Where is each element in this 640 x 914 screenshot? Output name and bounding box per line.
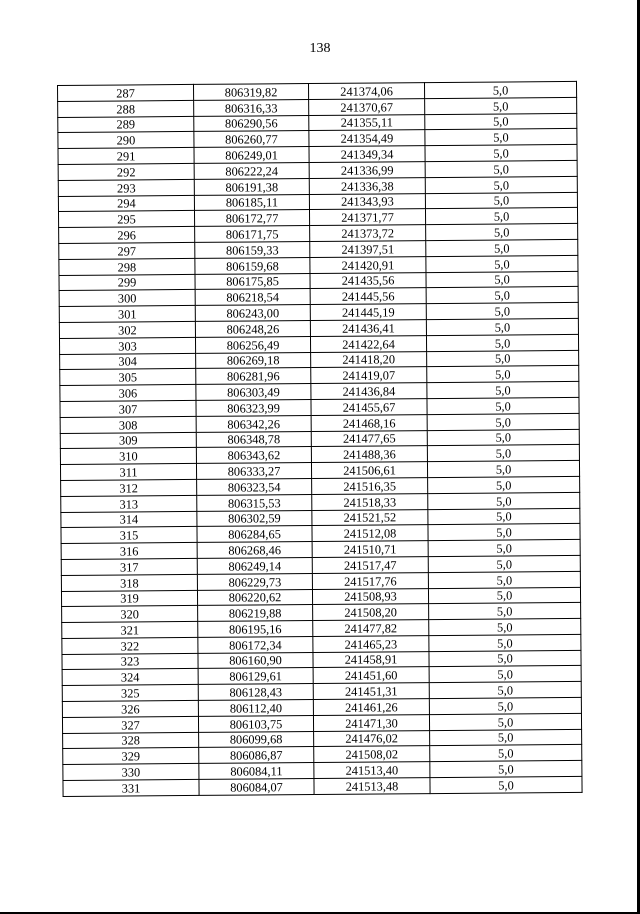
accuracy-cell: 5,0	[429, 666, 581, 683]
x-coordinate-cell: 806086,87	[199, 747, 314, 764]
y-coordinate-cell: 241508,93	[312, 588, 428, 605]
x-coordinate-cell: 806290,56	[194, 115, 309, 132]
coordinates-table	[57, 81, 583, 797]
accuracy-cell: 5,0	[428, 476, 580, 493]
point-number-cell: 315	[61, 527, 197, 544]
y-coordinate-cell: 241445,19	[310, 304, 426, 321]
y-coordinate-cell: 241451,31	[313, 683, 429, 700]
accuracy-cell: 5,0	[429, 618, 581, 635]
y-coordinate-cell: 241336,99	[309, 162, 425, 179]
accuracy-cell: 5,0	[425, 113, 577, 130]
accuracy-cell: 5,0	[426, 334, 578, 351]
accuracy-cell: 5,0	[427, 461, 579, 478]
y-coordinate-cell: 241373,72	[310, 225, 426, 242]
x-coordinate-cell: 806175,85	[195, 273, 310, 290]
y-coordinate-cell: 241512,08	[312, 525, 428, 542]
point-number-cell: 318	[61, 574, 197, 591]
y-coordinate-cell: 241471,30	[313, 714, 429, 731]
y-coordinate-cell: 241465,23	[313, 635, 429, 652]
accuracy-cell: 5,0	[428, 540, 580, 557]
accuracy-cell: 5,0	[429, 697, 581, 714]
x-coordinate-cell: 806249,01	[194, 147, 309, 164]
accuracy-cell: 5,0	[426, 255, 578, 272]
x-coordinate-cell: 806084,11	[199, 763, 314, 780]
y-coordinate-cell: 241508,02	[314, 746, 430, 763]
x-coordinate-cell: 806172,77	[194, 210, 309, 227]
accuracy-cell: 5,0	[425, 145, 577, 162]
accuracy-cell: 5,0	[425, 97, 577, 114]
y-coordinate-cell: 241488,36	[311, 446, 427, 463]
y-coordinate-cell: 241436,84	[311, 383, 427, 400]
x-coordinate-cell: 806160,90	[198, 652, 313, 669]
x-coordinate-cell: 806260,77	[194, 131, 309, 148]
y-coordinate-cell: 241420,91	[310, 256, 426, 273]
x-coordinate-cell: 806268,46	[197, 542, 312, 559]
x-coordinate-cell: 806281,96	[196, 368, 311, 385]
point-number-cell: 310	[60, 448, 196, 465]
x-coordinate-cell: 806112,40	[198, 700, 313, 717]
y-coordinate-cell: 241513,48	[314, 778, 430, 795]
y-coordinate-cell: 241397,51	[310, 241, 426, 258]
point-number-cell: 287	[58, 84, 194, 101]
accuracy-cell: 5,0	[429, 634, 581, 651]
point-number-cell: 299	[59, 274, 195, 291]
accuracy-cell: 5,0	[426, 239, 578, 256]
accuracy-cell: 5,0	[430, 776, 582, 793]
point-number-cell: 331	[63, 779, 199, 796]
accuracy-cell: 5,0	[430, 745, 582, 762]
y-coordinate-cell: 241458,91	[313, 651, 429, 668]
y-coordinate-cell: 241506,61	[311, 462, 427, 479]
point-number-cell: 296	[59, 227, 195, 244]
x-coordinate-cell: 806229,73	[197, 573, 312, 590]
point-number-cell: 292	[58, 163, 194, 180]
accuracy-cell: 5,0	[429, 650, 581, 667]
accuracy-cell: 5,0	[428, 492, 580, 509]
x-coordinate-cell: 806319,82	[193, 84, 308, 101]
accuracy-cell: 5,0	[425, 192, 577, 209]
page-number: 138	[309, 41, 331, 56]
x-coordinate-cell: 806191,38	[194, 178, 309, 195]
y-coordinate-cell: 241517,76	[312, 572, 428, 589]
point-number-cell: 297	[59, 242, 195, 259]
point-number-cell: 317	[61, 558, 197, 575]
y-coordinate-cell: 241349,34	[309, 146, 425, 163]
point-number-cell: 314	[61, 511, 197, 528]
table-row	[63, 776, 582, 796]
accuracy-cell: 5,0	[426, 224, 578, 241]
point-number-cell: 328	[63, 732, 199, 749]
accuracy-cell: 5,0	[425, 129, 577, 146]
accuracy-cell: 5,0	[428, 555, 580, 572]
accuracy-cell: 5,0	[429, 682, 581, 699]
y-coordinate-cell: 241455,67	[311, 399, 427, 416]
point-number-cell: 329	[63, 748, 199, 765]
point-number-cell: 316	[61, 543, 197, 560]
accuracy-cell: 5,0	[427, 445, 579, 462]
accuracy-cell: 5,0	[426, 287, 578, 304]
y-coordinate-cell: 241518,33	[312, 493, 428, 510]
point-number-cell: 319	[61, 590, 197, 607]
x-coordinate-cell: 806218,54	[195, 289, 310, 306]
point-number-cell: 289	[58, 116, 194, 133]
y-coordinate-cell: 241435,56	[310, 272, 426, 289]
point-number-cell: 311	[60, 464, 196, 481]
point-number-cell: 288	[58, 100, 194, 117]
point-number-cell: 321	[62, 622, 198, 639]
y-coordinate-cell: 241521,52	[312, 509, 428, 526]
x-coordinate-cell: 806323,54	[197, 478, 312, 495]
x-coordinate-cell: 806343,62	[196, 447, 311, 464]
y-coordinate-cell: 241354,49	[309, 130, 425, 147]
y-coordinate-cell: 241468,16	[311, 414, 427, 431]
accuracy-cell: 5,0	[425, 176, 577, 193]
accuracy-cell: 5,0	[430, 729, 582, 746]
y-coordinate-cell: 241451,60	[313, 667, 429, 684]
y-coordinate-cell: 241422,64	[310, 335, 426, 352]
accuracy-cell: 5,0	[428, 587, 580, 604]
accuracy-cell: 5,0	[428, 508, 580, 525]
accuracy-cell: 5,0	[426, 318, 578, 335]
y-coordinate-cell: 241477,65	[311, 430, 427, 447]
x-coordinate-cell: 806248,26	[195, 320, 310, 337]
y-coordinate-cell: 241370,67	[309, 98, 425, 115]
x-coordinate-cell: 806171,75	[195, 226, 310, 243]
accuracy-cell: 5,0	[427, 366, 579, 383]
x-coordinate-cell: 806128,43	[198, 684, 313, 701]
accuracy-cell: 5,0	[426, 303, 578, 320]
y-coordinate-cell: 241517,47	[312, 557, 428, 574]
x-coordinate-cell: 806316,33	[194, 99, 309, 116]
y-coordinate-cell: 241419,07	[311, 367, 427, 384]
x-coordinate-cell: 806348,78	[196, 431, 311, 448]
x-coordinate-cell: 806195,16	[198, 621, 313, 638]
point-number-cell: 308	[60, 416, 196, 433]
accuracy-cell: 5,0	[427, 350, 579, 367]
point-number-cell: 293	[58, 179, 194, 196]
point-number-cell: 295	[58, 211, 194, 228]
point-number-cell: 306	[60, 385, 196, 402]
point-number-cell: 307	[60, 400, 196, 417]
x-coordinate-cell: 806219,88	[198, 605, 313, 622]
point-number-cell: 309	[60, 432, 196, 449]
x-coordinate-cell: 806315,53	[197, 494, 312, 511]
y-coordinate-cell: 241336,38	[309, 177, 425, 194]
y-coordinate-cell: 241513,40	[314, 762, 430, 779]
point-number-cell: 303	[59, 337, 195, 354]
x-coordinate-cell: 806303,49	[196, 384, 311, 401]
y-coordinate-cell: 241477,82	[313, 620, 429, 637]
accuracy-cell: 5,0	[430, 761, 582, 778]
point-number-cell: 300	[59, 290, 195, 307]
y-coordinate-cell: 241436,41	[310, 320, 426, 337]
x-coordinate-cell: 806269,18	[196, 352, 311, 369]
point-number-cell: 305	[60, 369, 196, 386]
x-coordinate-cell: 806323,99	[196, 399, 311, 416]
point-number-cell: 294	[58, 195, 194, 212]
accuracy-cell: 5,0	[425, 208, 577, 225]
y-coordinate-cell: 241510,71	[312, 541, 428, 558]
x-coordinate-cell: 806243,00	[195, 305, 310, 322]
accuracy-cell: 5,0	[427, 413, 579, 430]
accuracy-cell: 5,0	[429, 603, 581, 620]
x-coordinate-cell: 806185,11	[194, 194, 309, 211]
point-number-cell: 323	[62, 653, 198, 670]
y-coordinate-cell: 241508,20	[313, 604, 429, 621]
y-coordinate-cell: 241476,02	[314, 730, 430, 747]
y-coordinate-cell: 241516,35	[312, 478, 428, 495]
x-coordinate-cell: 806342,26	[196, 415, 311, 432]
accuracy-cell: 5,0	[428, 571, 580, 588]
y-coordinate-cell: 241461,26	[313, 699, 429, 716]
accuracy-cell: 5,0	[429, 713, 581, 730]
coordinates-table-body	[58, 81, 583, 796]
y-coordinate-cell: 241445,56	[310, 288, 426, 305]
accuracy-cell: 5,0	[424, 81, 576, 98]
x-coordinate-cell: 806084,07	[199, 779, 314, 796]
point-number-cell: 312	[61, 479, 197, 496]
x-coordinate-cell: 806129,61	[198, 668, 313, 685]
x-coordinate-cell: 806333,27	[196, 463, 311, 480]
x-coordinate-cell: 806249,14	[197, 557, 312, 574]
x-coordinate-cell: 806220,62	[197, 589, 312, 606]
x-coordinate-cell: 806103,75	[198, 715, 313, 732]
x-coordinate-cell: 806159,68	[195, 257, 310, 274]
point-number-cell: 325	[62, 685, 198, 702]
x-coordinate-cell: 806302,59	[197, 510, 312, 527]
x-coordinate-cell: 806099,68	[199, 731, 314, 748]
y-coordinate-cell: 241418,20	[311, 351, 427, 368]
point-number-cell: 326	[62, 700, 198, 717]
accuracy-cell: 5,0	[427, 429, 579, 446]
x-coordinate-cell: 806222,24	[194, 163, 309, 180]
point-number-cell: 320	[62, 606, 198, 623]
point-number-cell: 327	[62, 716, 198, 733]
x-coordinate-cell: 806159,33	[195, 241, 310, 258]
accuracy-cell: 5,0	[427, 382, 579, 399]
y-coordinate-cell: 241371,77	[309, 209, 425, 226]
point-number-cell: 302	[59, 321, 195, 338]
point-number-cell: 330	[63, 764, 199, 781]
point-number-cell: 322	[62, 637, 198, 654]
point-number-cell: 301	[59, 306, 195, 323]
accuracy-cell: 5,0	[425, 160, 577, 177]
accuracy-cell: 5,0	[428, 524, 580, 541]
x-coordinate-cell: 806284,65	[197, 526, 312, 543]
y-coordinate-cell: 241374,06	[308, 83, 424, 100]
accuracy-cell: 5,0	[426, 271, 578, 288]
point-number-cell: 291	[58, 148, 194, 165]
point-number-cell: 298	[59, 258, 195, 275]
point-number-cell: 324	[62, 669, 198, 686]
point-number-cell: 290	[58, 132, 194, 149]
x-coordinate-cell: 806172,34	[198, 636, 313, 653]
x-coordinate-cell: 806256,49	[195, 336, 310, 353]
point-number-cell: 304	[60, 353, 196, 370]
accuracy-cell: 5,0	[427, 397, 579, 414]
y-coordinate-cell: 241343,93	[309, 193, 425, 210]
y-coordinate-cell: 241355,11	[309, 114, 425, 131]
point-number-cell: 313	[61, 495, 197, 512]
